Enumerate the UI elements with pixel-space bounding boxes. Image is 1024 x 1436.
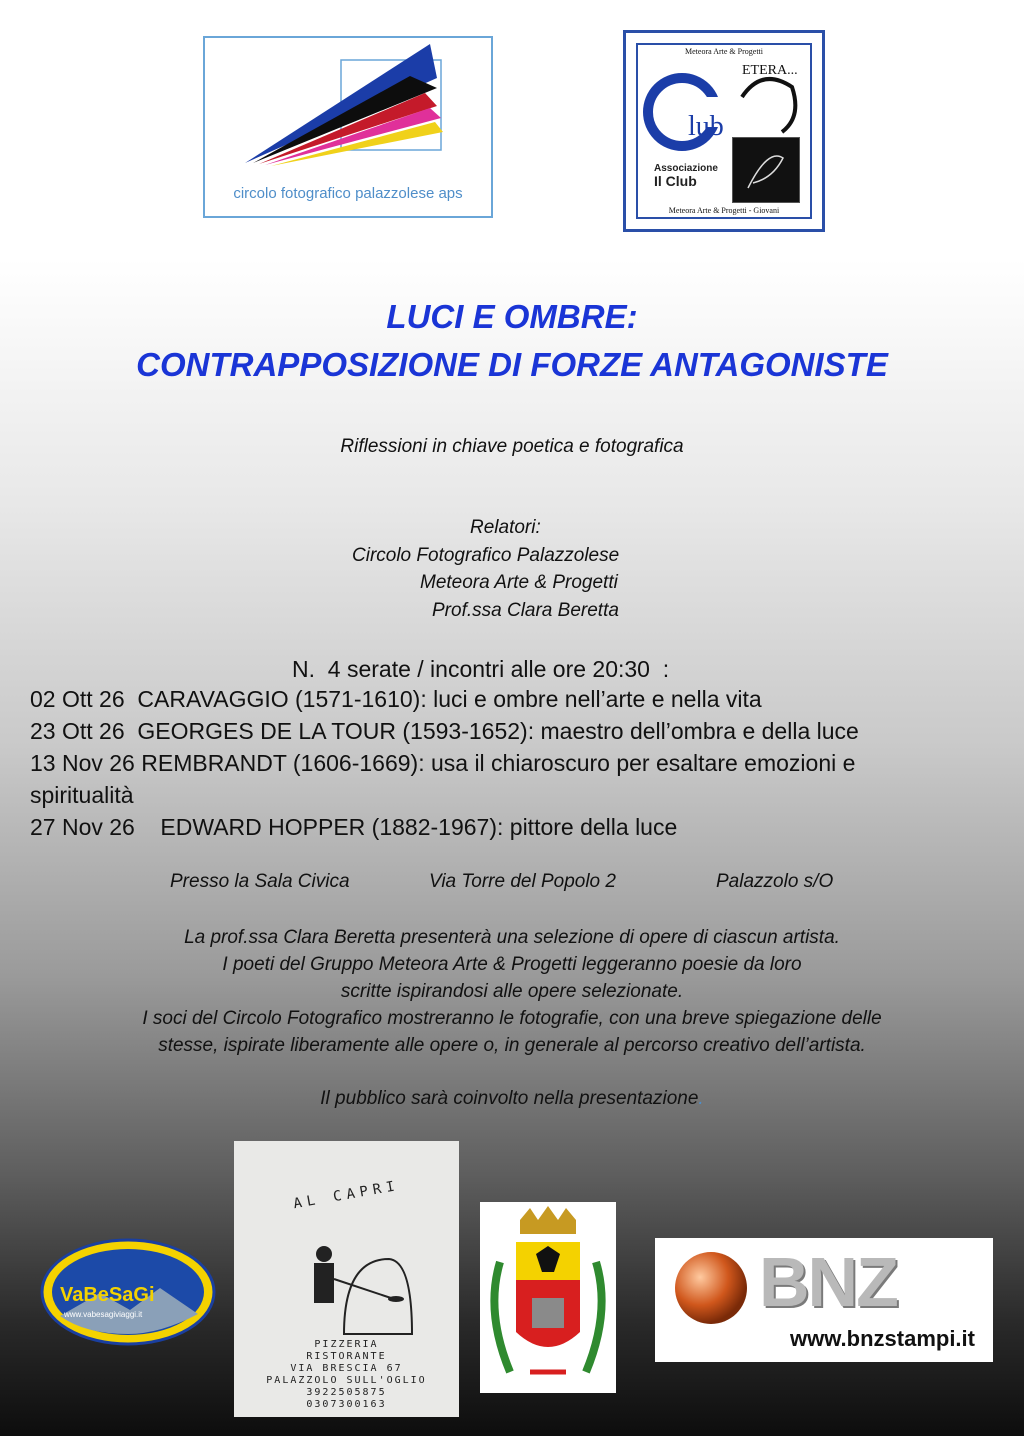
vabesagi-url: www.vabesagiviaggi.it (64, 1310, 143, 1319)
event-line: 13 Nov 26 REMBRANDT (1606-1669): usa il chiaroscuro per esaltare emozioni e (30, 750, 856, 776)
al-capri-line: 3922505875 (306, 1387, 387, 1398)
vabesagi-name: VaBeSaGi (60, 1284, 155, 1306)
svg-text:lub: lub (688, 111, 724, 142)
al-capri-line: PIZZERIA (314, 1339, 379, 1350)
club-name: Il Club (654, 173, 697, 189)
coat-of-arms-icon (480, 1202, 616, 1393)
description-line: I poeti del Gruppo Meteora Arte & Progetti leggeranno poesie da loro (222, 954, 802, 975)
meteora-club-logo (623, 30, 825, 232)
title-line-2: CONTRAPPOSIZIONE DI FORZE ANTAGONISTE (136, 346, 888, 383)
al-capri-line: 0307300163 (306, 1399, 387, 1410)
association-label: Associazione (654, 163, 718, 174)
closing-text: Il pubblico sarà coinvolto nella presentazione. (320, 1088, 704, 1109)
event-line: 23 Ott 26 GEORGES DE LA TOUR (1593-1652): maestro dell’ombra e della luce (30, 718, 859, 744)
title-line-1: LUCI E OMBRE: (386, 298, 638, 335)
bnz-logo (655, 1238, 993, 1362)
description-line: I soci del Circolo Fotografico mostreranno le fotografie, con una breve spiegazione delle (142, 1008, 882, 1029)
al-capri-logo (234, 1141, 459, 1417)
rainbow-wedge-icon (205, 38, 491, 178)
description-line: stesse, ispirate liberamente alle opere o, in generale al percorso creativo dell’artista. (158, 1035, 866, 1056)
event-line: 27 Nov 26 EDWARD HOPPER (1882-1967): pittore della luce (30, 814, 678, 840)
artwork-thumbnail (732, 137, 800, 203)
bnz-url: www.bnzstampi.it (790, 1326, 975, 1351)
al-capri-name: AL CAPRI (292, 1177, 401, 1213)
event-line: 02 Ott 26 CARAVAGGIO (1571-1610): luci e ombre nell’arte e nella vita (30, 686, 762, 712)
location-address: Via Torre del Popolo 2 (429, 871, 616, 892)
vabesagi-logo (40, 1238, 216, 1346)
club-association (654, 163, 718, 187)
relatori-label: Relatori: (470, 517, 541, 538)
relatore-1: Circolo Fotografico Palazzolese (352, 545, 620, 566)
closing-sentence: Il pubblico sarà coinvolto nella presentazione (320, 1088, 699, 1109)
event-line-continuation: spiritualità (30, 782, 134, 808)
serate-heading: N. 4 serate / incontri alle ore 20:30 : (292, 656, 670, 682)
al-capri-line: PALAZZOLO SULL'OGLIO (266, 1375, 427, 1386)
location-place: Presso la Sala Civica (170, 871, 350, 892)
circolo-fotografico-logo (203, 36, 493, 218)
meteora-top-text: Meteora Arte & Progetti (685, 47, 763, 56)
al-capri-line: RISTORANTE (306, 1351, 387, 1362)
description-line: La prof.ssa Clara Beretta presenterà una selezione di opere di ciascun artista. (184, 927, 840, 948)
meteora-frame (636, 43, 812, 219)
meteora-letters: ETERA... (742, 63, 798, 78)
subtitle: Riflessioni in chiave poetica e fotografica (340, 436, 684, 457)
al-capri-line: VIA BRESCIA 67 (290, 1363, 403, 1374)
relatore-3: Prof.ssa Clara Beretta (432, 600, 619, 621)
globe-icon (671, 1248, 751, 1328)
pizza-chef-icon (284, 1239, 414, 1339)
description-line: scritte ispirandosi alle opere selezionate. (340, 981, 684, 1002)
meteora-bottom-text: Meteora Arte & Progetti - Giovani (668, 206, 780, 215)
circolo-caption: circolo fotografico palazzolese aps (233, 185, 463, 202)
relatore-2: Meteora Arte & Progetti (420, 572, 618, 593)
location-city: Palazzolo s/O (716, 871, 834, 892)
bnz-name: BNZ (759, 1243, 897, 1321)
